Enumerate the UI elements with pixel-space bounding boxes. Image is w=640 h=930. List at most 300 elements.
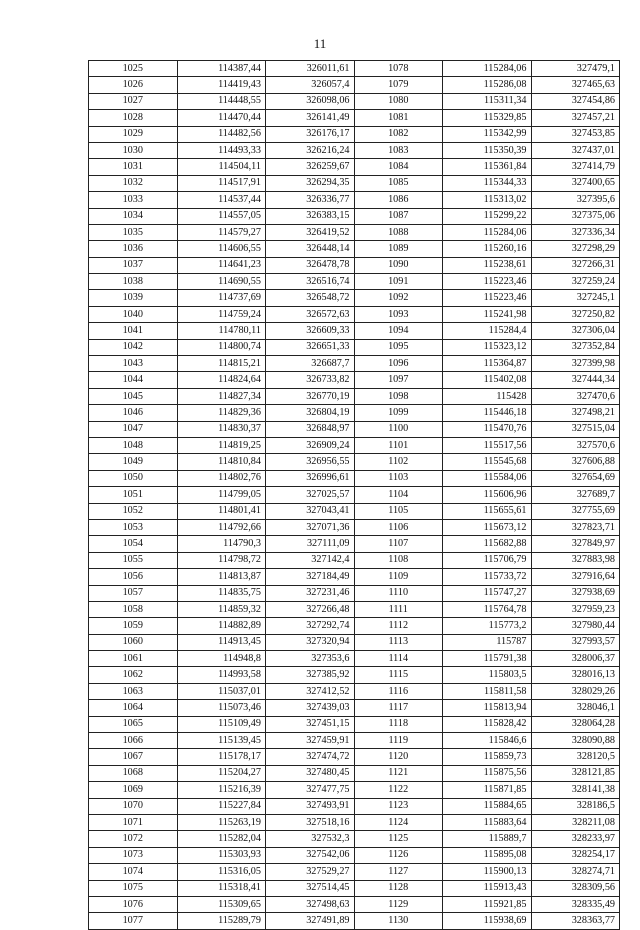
point-number-right-cell: 1120 <box>354 749 443 765</box>
y-coordinate-right-cell: 327570,6 <box>531 437 620 453</box>
table-row <box>89 552 620 568</box>
point-number-left-cell: 1027 <box>89 93 178 109</box>
y-coordinate-left-cell: 326216,24 <box>266 142 355 158</box>
y-coordinate-left-cell: 327142,4 <box>266 552 355 568</box>
x-coordinate-left-cell: 114798,72 <box>177 552 266 568</box>
y-coordinate-right-cell: 328046,1 <box>531 700 620 716</box>
y-coordinate-left-cell: 326448,14 <box>266 241 355 257</box>
y-coordinate-right-cell: 327654,69 <box>531 470 620 486</box>
point-number-right-cell: 1091 <box>354 274 443 290</box>
y-coordinate-right-cell: 327606,88 <box>531 454 620 470</box>
point-number-right-cell: 1093 <box>354 306 443 322</box>
point-number-right-cell: 1122 <box>354 782 443 798</box>
x-coordinate-right-cell: 115238,61 <box>443 257 532 273</box>
point-number-left-cell: 1059 <box>89 618 178 634</box>
y-coordinate-right-cell: 327395,6 <box>531 192 620 208</box>
y-coordinate-left-cell: 327477,75 <box>266 782 355 798</box>
y-coordinate-right-cell: 328363,77 <box>531 913 620 929</box>
x-coordinate-right-cell: 115938,69 <box>443 913 532 929</box>
x-coordinate-right-cell: 115871,85 <box>443 782 532 798</box>
point-number-left-cell: 1032 <box>89 175 178 191</box>
point-number-right-cell: 1105 <box>354 503 443 519</box>
y-coordinate-left-cell: 326770,19 <box>266 388 355 404</box>
y-coordinate-left-cell: 326687,7 <box>266 356 355 372</box>
x-coordinate-left-cell: 115178,17 <box>177 749 266 765</box>
point-number-left-cell: 1053 <box>89 519 178 535</box>
x-coordinate-left-cell: 114824,64 <box>177 372 266 388</box>
page-number: 11 <box>313 36 327 51</box>
x-coordinate-right-cell: 115299,22 <box>443 208 532 224</box>
table-row <box>89 437 620 453</box>
y-coordinate-right-cell: 327457,21 <box>531 110 620 126</box>
table-row <box>89 306 620 322</box>
point-number-right-cell: 1082 <box>354 126 443 142</box>
y-coordinate-right-cell: 328141,38 <box>531 782 620 798</box>
table-row <box>89 454 620 470</box>
table-row <box>89 93 620 109</box>
x-coordinate-right-cell: 115813,94 <box>443 700 532 716</box>
y-coordinate-right-cell: 327352,84 <box>531 339 620 355</box>
x-coordinate-left-cell: 115289,79 <box>177 913 266 929</box>
x-coordinate-left-cell: 115316,05 <box>177 864 266 880</box>
y-coordinate-left-cell: 326996,61 <box>266 470 355 486</box>
point-number-left-cell: 1029 <box>89 126 178 142</box>
table-row <box>89 880 620 896</box>
point-number-right-cell: 1099 <box>354 405 443 421</box>
y-coordinate-right-cell: 328120,5 <box>531 749 620 765</box>
x-coordinate-right-cell: 115350,39 <box>443 142 532 158</box>
x-coordinate-left-cell: 114827,34 <box>177 388 266 404</box>
point-number-right-cell: 1102 <box>354 454 443 470</box>
x-coordinate-left-cell: 115139,45 <box>177 733 266 749</box>
x-coordinate-left-cell: 114830,37 <box>177 421 266 437</box>
y-coordinate-right-cell: 328309,56 <box>531 880 620 896</box>
x-coordinate-right-cell: 115446,18 <box>443 405 532 421</box>
y-coordinate-left-cell: 326176,17 <box>266 126 355 142</box>
y-coordinate-right-cell: 327375,06 <box>531 208 620 224</box>
x-coordinate-right-cell: 115673,12 <box>443 519 532 535</box>
table-row <box>89 372 620 388</box>
table-row <box>89 142 620 158</box>
point-number-left-cell: 1064 <box>89 700 178 716</box>
y-coordinate-left-cell: 327071,36 <box>266 519 355 535</box>
point-number-left-cell: 1052 <box>89 503 178 519</box>
table-row <box>89 913 620 929</box>
table-row <box>89 224 620 240</box>
x-coordinate-left-cell: 114813,87 <box>177 569 266 585</box>
x-coordinate-right-cell: 115223,46 <box>443 274 532 290</box>
point-number-left-cell: 1047 <box>89 421 178 437</box>
point-number-right-cell: 1128 <box>354 880 443 896</box>
x-coordinate-right-cell: 115773,2 <box>443 618 532 634</box>
x-coordinate-left-cell: 114606,55 <box>177 241 266 257</box>
x-coordinate-right-cell: 115875,56 <box>443 765 532 781</box>
point-number-left-cell: 1042 <box>89 339 178 355</box>
x-coordinate-left-cell: 115309,65 <box>177 896 266 912</box>
point-number-left-cell: 1069 <box>89 782 178 798</box>
point-number-left-cell: 1065 <box>89 716 178 732</box>
x-coordinate-right-cell: 115921,85 <box>443 896 532 912</box>
table-row <box>89 683 620 699</box>
y-coordinate-right-cell: 328186,5 <box>531 798 620 814</box>
x-coordinate-left-cell: 115227,84 <box>177 798 266 814</box>
x-coordinate-right-cell: 115286,08 <box>443 77 532 93</box>
point-number-right-cell: 1115 <box>354 667 443 683</box>
x-coordinate-right-cell: 115606,96 <box>443 487 532 503</box>
table-row <box>89 257 620 273</box>
x-coordinate-right-cell: 115828,42 <box>443 716 532 732</box>
x-coordinate-right-cell: 115313,02 <box>443 192 532 208</box>
table-row <box>89 356 620 372</box>
x-coordinate-left-cell: 114641,23 <box>177 257 266 273</box>
x-coordinate-right-cell: 115883,64 <box>443 814 532 830</box>
point-number-right-cell: 1106 <box>354 519 443 535</box>
y-coordinate-left-cell: 327491,89 <box>266 913 355 929</box>
y-coordinate-right-cell: 327399,98 <box>531 356 620 372</box>
point-number-right-cell: 1125 <box>354 831 443 847</box>
table-row <box>89 126 620 142</box>
y-coordinate-left-cell: 327518,16 <box>266 814 355 830</box>
point-number-left-cell: 1028 <box>89 110 178 126</box>
y-coordinate-right-cell: 327266,31 <box>531 257 620 273</box>
point-number-left-cell: 1035 <box>89 224 178 240</box>
x-coordinate-left-cell: 114882,89 <box>177 618 266 634</box>
table-row <box>89 733 620 749</box>
x-coordinate-left-cell: 114800,74 <box>177 339 266 355</box>
point-number-left-cell: 1046 <box>89 405 178 421</box>
y-coordinate-left-cell: 327451,15 <box>266 716 355 732</box>
x-coordinate-right-cell: 115747,27 <box>443 585 532 601</box>
y-coordinate-right-cell: 327849,97 <box>531 536 620 552</box>
y-coordinate-right-cell: 327515,04 <box>531 421 620 437</box>
x-coordinate-right-cell: 115900,13 <box>443 864 532 880</box>
point-number-left-cell: 1049 <box>89 454 178 470</box>
point-number-right-cell: 1094 <box>354 323 443 339</box>
x-coordinate-left-cell: 114690,55 <box>177 274 266 290</box>
table-row <box>89 585 620 601</box>
y-coordinate-right-cell: 327298,29 <box>531 241 620 257</box>
x-coordinate-left-cell: 115073,46 <box>177 700 266 716</box>
point-number-right-cell: 1121 <box>354 765 443 781</box>
x-coordinate-right-cell: 115889,7 <box>443 831 532 847</box>
coordinates-table <box>88 60 620 930</box>
y-coordinate-left-cell: 326516,74 <box>266 274 355 290</box>
y-coordinate-left-cell: 327529,27 <box>266 864 355 880</box>
point-number-right-cell: 1081 <box>354 110 443 126</box>
y-coordinate-right-cell: 327823,71 <box>531 519 620 535</box>
table-row <box>89 405 620 421</box>
x-coordinate-left-cell: 115037,01 <box>177 683 266 699</box>
x-coordinate-right-cell: 115764,78 <box>443 601 532 617</box>
x-coordinate-left-cell: 114835,75 <box>177 585 266 601</box>
table-row <box>89 110 620 126</box>
point-number-right-cell: 1100 <box>354 421 443 437</box>
table-row <box>89 536 620 552</box>
point-number-left-cell: 1043 <box>89 356 178 372</box>
x-coordinate-right-cell: 115323,12 <box>443 339 532 355</box>
x-coordinate-left-cell: 114537,44 <box>177 192 266 208</box>
point-number-right-cell: 1080 <box>354 93 443 109</box>
table-row <box>89 421 620 437</box>
y-coordinate-right-cell: 327454,86 <box>531 93 620 109</box>
x-coordinate-left-cell: 115204,27 <box>177 765 266 781</box>
table-row <box>89 634 620 650</box>
table-row <box>89 503 620 519</box>
point-number-right-cell: 1109 <box>354 569 443 585</box>
point-number-right-cell: 1113 <box>354 634 443 650</box>
x-coordinate-right-cell: 115470,76 <box>443 421 532 437</box>
point-number-right-cell: 1118 <box>354 716 443 732</box>
table-row <box>89 700 620 716</box>
x-coordinate-right-cell: 115655,61 <box>443 503 532 519</box>
table-row <box>89 782 620 798</box>
y-coordinate-left-cell: 326141,49 <box>266 110 355 126</box>
x-coordinate-left-cell: 114504,11 <box>177 159 266 175</box>
y-coordinate-right-cell: 327959,23 <box>531 601 620 617</box>
table-row <box>89 192 620 208</box>
x-coordinate-right-cell: 115284,06 <box>443 224 532 240</box>
point-number-right-cell: 1117 <box>354 700 443 716</box>
table-row <box>89 749 620 765</box>
x-coordinate-left-cell: 114815,21 <box>177 356 266 372</box>
table-row <box>89 175 620 191</box>
y-coordinate-right-cell: 327245,1 <box>531 290 620 306</box>
x-coordinate-right-cell: 115846,6 <box>443 733 532 749</box>
y-coordinate-left-cell: 326848,97 <box>266 421 355 437</box>
y-coordinate-left-cell: 326733,82 <box>266 372 355 388</box>
point-number-left-cell: 1075 <box>89 880 178 896</box>
x-coordinate-right-cell: 115284,4 <box>443 323 532 339</box>
x-coordinate-right-cell: 115260,16 <box>443 241 532 257</box>
point-number-left-cell: 1031 <box>89 159 178 175</box>
point-number-left-cell: 1036 <box>89 241 178 257</box>
table-row <box>89 61 620 77</box>
point-number-left-cell: 1044 <box>89 372 178 388</box>
y-coordinate-left-cell: 327111,09 <box>266 536 355 552</box>
y-coordinate-left-cell: 327532,3 <box>266 831 355 847</box>
y-coordinate-right-cell: 327498,21 <box>531 405 620 421</box>
y-coordinate-right-cell: 327306,04 <box>531 323 620 339</box>
table-row <box>89 716 620 732</box>
point-number-left-cell: 1076 <box>89 896 178 912</box>
y-coordinate-left-cell: 326011,61 <box>266 61 355 77</box>
y-coordinate-right-cell: 327437,01 <box>531 142 620 158</box>
x-coordinate-right-cell: 115223,46 <box>443 290 532 306</box>
y-coordinate-right-cell: 328121,85 <box>531 765 620 781</box>
point-number-right-cell: 1129 <box>354 896 443 912</box>
x-coordinate-right-cell: 115428 <box>443 388 532 404</box>
y-coordinate-right-cell: 328064,28 <box>531 716 620 732</box>
point-number-left-cell: 1030 <box>89 142 178 158</box>
point-number-right-cell: 1124 <box>354 814 443 830</box>
x-coordinate-right-cell: 115895,08 <box>443 847 532 863</box>
y-coordinate-right-cell: 327916,64 <box>531 569 620 585</box>
y-coordinate-left-cell: 326804,19 <box>266 405 355 421</box>
x-coordinate-left-cell: 114829,36 <box>177 405 266 421</box>
y-coordinate-right-cell: 327414,79 <box>531 159 620 175</box>
point-number-right-cell: 1130 <box>354 913 443 929</box>
x-coordinate-left-cell: 114859,32 <box>177 601 266 617</box>
x-coordinate-left-cell: 114448,55 <box>177 93 266 109</box>
table-row <box>89 159 620 175</box>
y-coordinate-right-cell: 327479,1 <box>531 61 620 77</box>
y-coordinate-right-cell: 327400,65 <box>531 175 620 191</box>
point-number-right-cell: 1108 <box>354 552 443 568</box>
y-coordinate-right-cell: 327259,24 <box>531 274 620 290</box>
y-coordinate-right-cell: 327465,63 <box>531 77 620 93</box>
point-number-right-cell: 1084 <box>354 159 443 175</box>
point-number-left-cell: 1057 <box>89 585 178 601</box>
table-row <box>89 290 620 306</box>
y-coordinate-left-cell: 326057,4 <box>266 77 355 93</box>
point-number-left-cell: 1055 <box>89 552 178 568</box>
x-coordinate-left-cell: 115109,49 <box>177 716 266 732</box>
point-number-right-cell: 1116 <box>354 683 443 699</box>
y-coordinate-left-cell: 327542,06 <box>266 847 355 863</box>
point-number-left-cell: 1067 <box>89 749 178 765</box>
x-coordinate-left-cell: 115263,19 <box>177 814 266 830</box>
point-number-right-cell: 1111 <box>354 601 443 617</box>
point-number-left-cell: 1077 <box>89 913 178 929</box>
x-coordinate-left-cell: 115318,41 <box>177 880 266 896</box>
point-number-right-cell: 1089 <box>354 241 443 257</box>
y-coordinate-left-cell: 327459,91 <box>266 733 355 749</box>
coordinates-table-body <box>89 61 620 930</box>
y-coordinate-left-cell: 327412,52 <box>266 683 355 699</box>
x-coordinate-right-cell: 115364,87 <box>443 356 532 372</box>
y-coordinate-left-cell: 327184,49 <box>266 569 355 585</box>
x-coordinate-right-cell: 115913,43 <box>443 880 532 896</box>
point-number-left-cell: 1050 <box>89 470 178 486</box>
table-row <box>89 765 620 781</box>
point-number-right-cell: 1087 <box>354 208 443 224</box>
point-number-left-cell: 1072 <box>89 831 178 847</box>
point-number-left-cell: 1068 <box>89 765 178 781</box>
point-number-left-cell: 1033 <box>89 192 178 208</box>
point-number-right-cell: 1097 <box>354 372 443 388</box>
x-coordinate-left-cell: 114482,56 <box>177 126 266 142</box>
x-coordinate-left-cell: 114470,44 <box>177 110 266 126</box>
x-coordinate-left-cell: 114819,25 <box>177 437 266 453</box>
x-coordinate-left-cell: 115216,39 <box>177 782 266 798</box>
point-number-right-cell: 1123 <box>354 798 443 814</box>
x-coordinate-right-cell: 115517,56 <box>443 437 532 453</box>
x-coordinate-right-cell: 115803,5 <box>443 667 532 683</box>
y-coordinate-right-cell: 327938,69 <box>531 585 620 601</box>
y-coordinate-left-cell: 327025,57 <box>266 487 355 503</box>
y-coordinate-left-cell: 327292,74 <box>266 618 355 634</box>
table-row <box>89 487 620 503</box>
point-number-left-cell: 1074 <box>89 864 178 880</box>
y-coordinate-left-cell: 327353,6 <box>266 651 355 667</box>
y-coordinate-right-cell: 327755,69 <box>531 503 620 519</box>
y-coordinate-left-cell: 326478,78 <box>266 257 355 273</box>
point-number-left-cell: 1045 <box>89 388 178 404</box>
x-coordinate-left-cell: 115282,04 <box>177 831 266 847</box>
y-coordinate-right-cell: 328211,08 <box>531 814 620 830</box>
point-number-left-cell: 1034 <box>89 208 178 224</box>
y-coordinate-left-cell: 326651,33 <box>266 339 355 355</box>
y-coordinate-left-cell: 326294,35 <box>266 175 355 191</box>
table-row <box>89 667 620 683</box>
y-coordinate-right-cell: 328016,13 <box>531 667 620 683</box>
x-coordinate-right-cell: 115811,58 <box>443 683 532 699</box>
x-coordinate-right-cell: 115284,06 <box>443 61 532 77</box>
table-row <box>89 601 620 617</box>
y-coordinate-left-cell: 327474,72 <box>266 749 355 765</box>
point-number-right-cell: 1127 <box>354 864 443 880</box>
x-coordinate-right-cell: 115311,34 <box>443 93 532 109</box>
y-coordinate-right-cell: 328233,97 <box>531 831 620 847</box>
x-coordinate-right-cell: 115682,88 <box>443 536 532 552</box>
table-row <box>89 798 620 814</box>
y-coordinate-left-cell: 326383,15 <box>266 208 355 224</box>
table-row <box>89 77 620 93</box>
point-number-right-cell: 1095 <box>354 339 443 355</box>
table-row <box>89 323 620 339</box>
x-coordinate-right-cell: 115706,79 <box>443 552 532 568</box>
x-coordinate-right-cell: 115361,84 <box>443 159 532 175</box>
x-coordinate-left-cell: 114802,76 <box>177 470 266 486</box>
point-number-left-cell: 1066 <box>89 733 178 749</box>
y-coordinate-left-cell: 327493,91 <box>266 798 355 814</box>
point-number-right-cell: 1083 <box>354 142 443 158</box>
x-coordinate-left-cell: 114737,69 <box>177 290 266 306</box>
y-coordinate-left-cell: 326548,72 <box>266 290 355 306</box>
y-coordinate-left-cell: 326259,67 <box>266 159 355 175</box>
point-number-left-cell: 1071 <box>89 814 178 830</box>
y-coordinate-left-cell: 327480,45 <box>266 765 355 781</box>
x-coordinate-right-cell: 115342,99 <box>443 126 532 142</box>
x-coordinate-left-cell: 115303,93 <box>177 847 266 863</box>
y-coordinate-left-cell: 326419,52 <box>266 224 355 240</box>
point-number-right-cell: 1112 <box>354 618 443 634</box>
point-number-right-cell: 1119 <box>354 733 443 749</box>
y-coordinate-right-cell: 328006,37 <box>531 651 620 667</box>
x-coordinate-left-cell: 114780,11 <box>177 323 266 339</box>
table-row <box>89 831 620 847</box>
y-coordinate-right-cell: 328335,49 <box>531 896 620 912</box>
y-coordinate-left-cell: 327320,94 <box>266 634 355 650</box>
point-number-right-cell: 1110 <box>354 585 443 601</box>
point-number-right-cell: 1104 <box>354 487 443 503</box>
point-number-right-cell: 1085 <box>354 175 443 191</box>
point-number-right-cell: 1088 <box>354 224 443 240</box>
table-row <box>89 814 620 830</box>
point-number-right-cell: 1090 <box>354 257 443 273</box>
y-coordinate-right-cell: 327689,7 <box>531 487 620 503</box>
table-row <box>89 519 620 535</box>
point-number-left-cell: 1054 <box>89 536 178 552</box>
x-coordinate-right-cell: 115787 <box>443 634 532 650</box>
x-coordinate-right-cell: 115402,08 <box>443 372 532 388</box>
point-number-left-cell: 1039 <box>89 290 178 306</box>
table-row <box>89 864 620 880</box>
table-row <box>89 208 620 224</box>
point-number-right-cell: 1079 <box>354 77 443 93</box>
point-number-left-cell: 1056 <box>89 569 178 585</box>
point-number-left-cell: 1026 <box>89 77 178 93</box>
x-coordinate-left-cell: 114759,24 <box>177 306 266 322</box>
point-number-left-cell: 1041 <box>89 323 178 339</box>
y-coordinate-left-cell: 327231,46 <box>266 585 355 601</box>
x-coordinate-right-cell: 115241,98 <box>443 306 532 322</box>
point-number-left-cell: 1058 <box>89 601 178 617</box>
x-coordinate-right-cell: 115859,73 <box>443 749 532 765</box>
x-coordinate-right-cell: 115545,68 <box>443 454 532 470</box>
point-number-left-cell: 1040 <box>89 306 178 322</box>
y-coordinate-right-cell: 328090,88 <box>531 733 620 749</box>
